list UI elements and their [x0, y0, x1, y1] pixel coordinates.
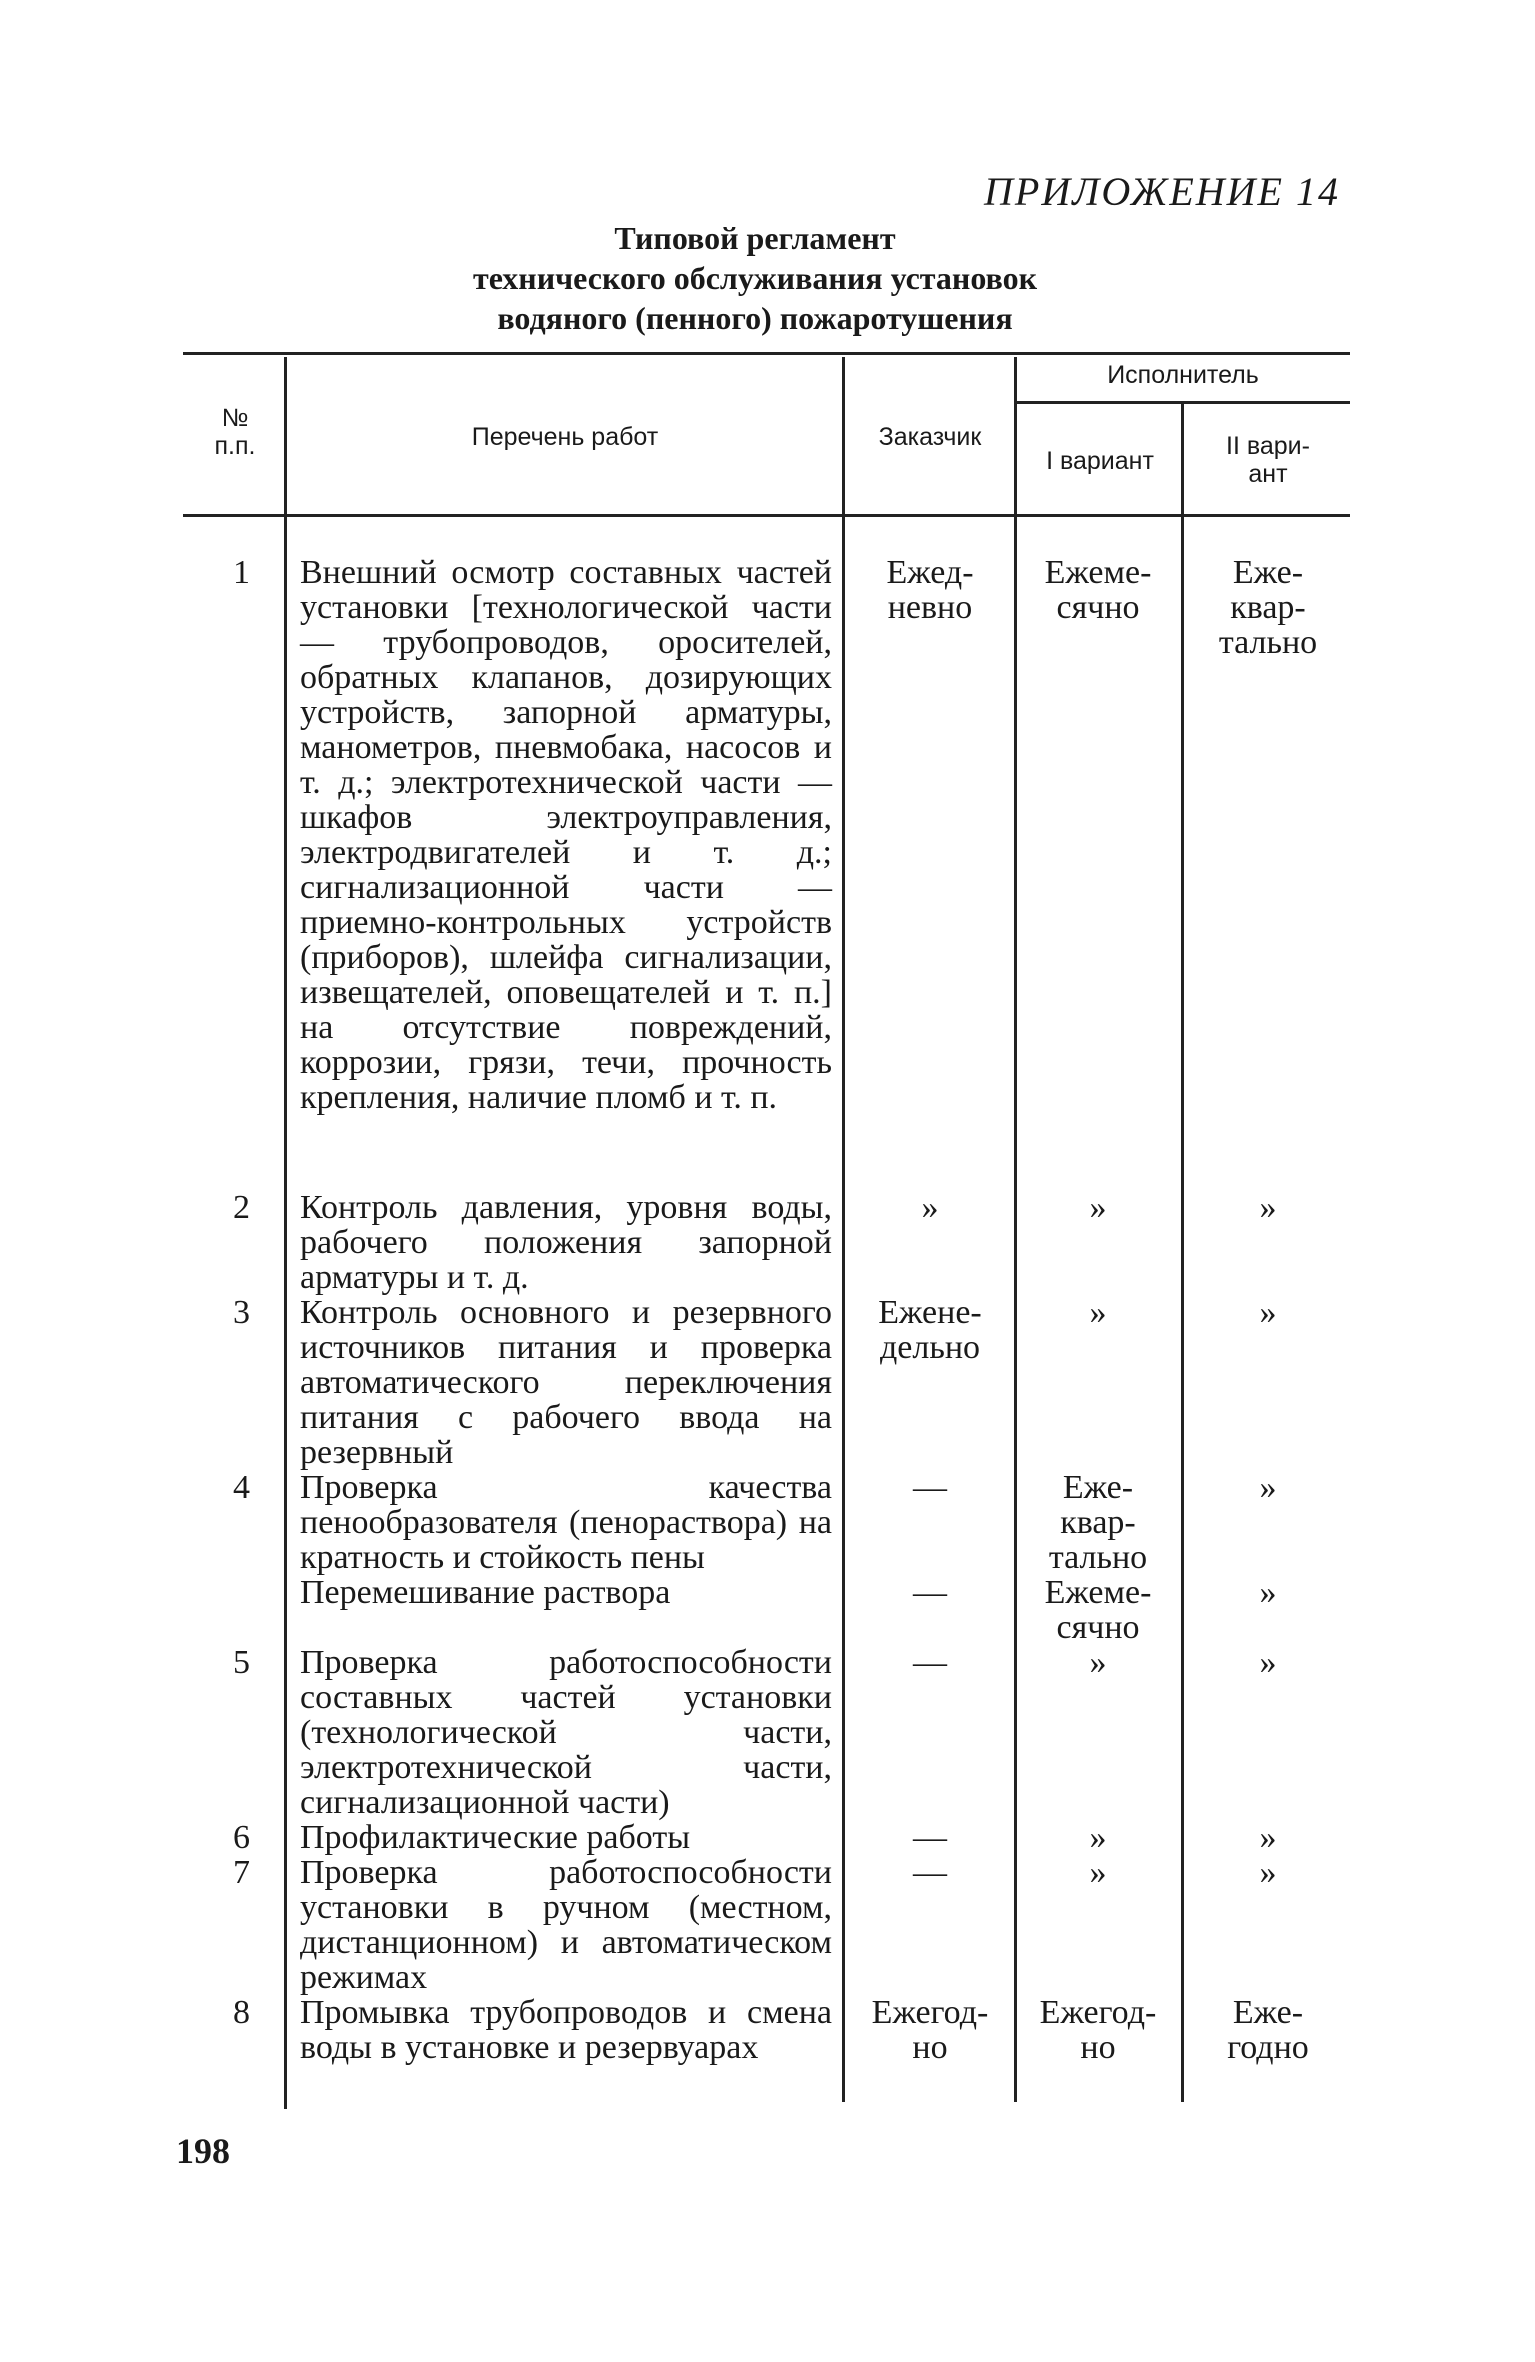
customer-frequency: » [921, 1189, 939, 1226]
header-variant-2: II вари- ант [1226, 432, 1310, 488]
variant-2-frequency: Еже- квар- тально [1218, 554, 1318, 661]
variant-2-frequency: » [1259, 1294, 1277, 1331]
variant-2-frequency: » [1259, 1644, 1277, 1681]
document-title [290, 218, 1220, 338]
variant-2-frequency: Еже- годно [1227, 1994, 1309, 2066]
column-divider-customer [1014, 357, 1017, 2102]
variant-2-frequency: » [1259, 1574, 1277, 1611]
work-description: Проверка работоспособности составных частей установки (технологической части, электротехнической части, сигнализационной части) [300, 1644, 832, 1821]
customer-frequency: Ежегод- но [871, 1994, 989, 2066]
work-description: Профилактические работы [300, 1819, 691, 1856]
header-works: Перечень работ [471, 423, 659, 451]
variant-1-frequency: Еже- квар- тально [1048, 1469, 1148, 1576]
variant-1-frequency: » [1089, 1644, 1107, 1681]
column-divider-variants [1181, 404, 1184, 2102]
variant-1-frequency: Ежегод- но [1039, 1994, 1157, 2066]
customer-frequency: — [913, 1574, 947, 1611]
work-description: Контроль давления, уровня воды, рабочего положения запорной арматуры и т. д. [300, 1189, 832, 1296]
row-number: 6 [233, 1819, 250, 1856]
variant-2-frequency: » [1259, 1469, 1277, 1506]
variant-1-frequency: » [1089, 1294, 1107, 1331]
row-number: 2 [233, 1189, 250, 1226]
page-number: 198 [176, 2131, 230, 2171]
variant-1-frequency: » [1089, 1819, 1107, 1856]
column-divider-number [284, 357, 287, 2109]
customer-frequency: — [913, 1819, 947, 1856]
customer-frequency: Ежене- дельно [878, 1294, 982, 1366]
work-description: Контроль основного и резервного источников питания и проверка автоматического переключения питания с рабочего ввода на резервный [300, 1294, 832, 1471]
table-top-rule [183, 352, 1350, 355]
variant-1-frequency: » [1089, 1189, 1107, 1226]
customer-frequency: — [913, 1854, 947, 1891]
customer-frequency: — [913, 1469, 947, 1506]
row-number: 1 [233, 554, 250, 591]
work-description: Проверка работоспособности установки в ручном (местном, дистанционном) и автоматическом режимах [300, 1854, 832, 1996]
variant-1-frequency: Ежеме- сячно [1044, 554, 1152, 626]
title-line-2: технического обслуживания установок [472, 260, 1038, 296]
header-executor: Исполнитель [1107, 361, 1259, 389]
work-description: Внешний осмотр составных частей установки [технологической части — трубопроводов, оросителей, обратных клапанов, дозирующих устройств, запорной арматуры, манометров, пневмобака, насосов и т. д.; электротехнической части — шкафов электроуправления, электродвигателей и т. д.; сигнализационной части — приемно-контрольных устройств (приборов), шлейфа сигнализации, извещателей, оповещателей и т. п.] на отсутствие повреждений, коррозии, грязи, течи, прочность крепления, наличие пломб и т. п. [300, 554, 832, 1116]
header-bottom-rule [183, 514, 1350, 517]
row-number: 4 [233, 1469, 250, 1506]
row-number: 8 [233, 1994, 250, 2031]
variant-1-frequency: » [1089, 1854, 1107, 1891]
column-divider-works [842, 357, 845, 2102]
customer-frequency: Ежед- невно [886, 554, 974, 626]
appendix-label: ПРИЛОЖЕНИЕ 14 [984, 169, 1340, 214]
work-description: Проверка качества пенообразователя (пенораствора) на кратность и стойкость пены [300, 1469, 832, 1576]
row-number: 5 [233, 1644, 250, 1681]
variant-2-frequency: » [1259, 1854, 1277, 1891]
customer-frequency: — [913, 1644, 947, 1681]
variant-1-frequency: Ежеме- сячно [1044, 1574, 1152, 1646]
header-variant-1: I вариант [1046, 447, 1154, 475]
title-line-1: Типовой регламент [614, 220, 896, 256]
variant-2-frequency: » [1259, 1189, 1277, 1226]
header-customer: Заказчик [878, 423, 982, 451]
row-number: 7 [233, 1854, 250, 1891]
work-description: Перемешивание раствора [300, 1574, 671, 1611]
header-number: № п.п. [214, 404, 256, 460]
title-line-3: водяного (пенного) пожаротушения [497, 300, 1013, 336]
row-number: 3 [233, 1294, 250, 1331]
variant-2-frequency: » [1259, 1819, 1277, 1856]
work-description: Промывка трубопроводов и смена воды в установке и резервуарах [300, 1994, 832, 2066]
